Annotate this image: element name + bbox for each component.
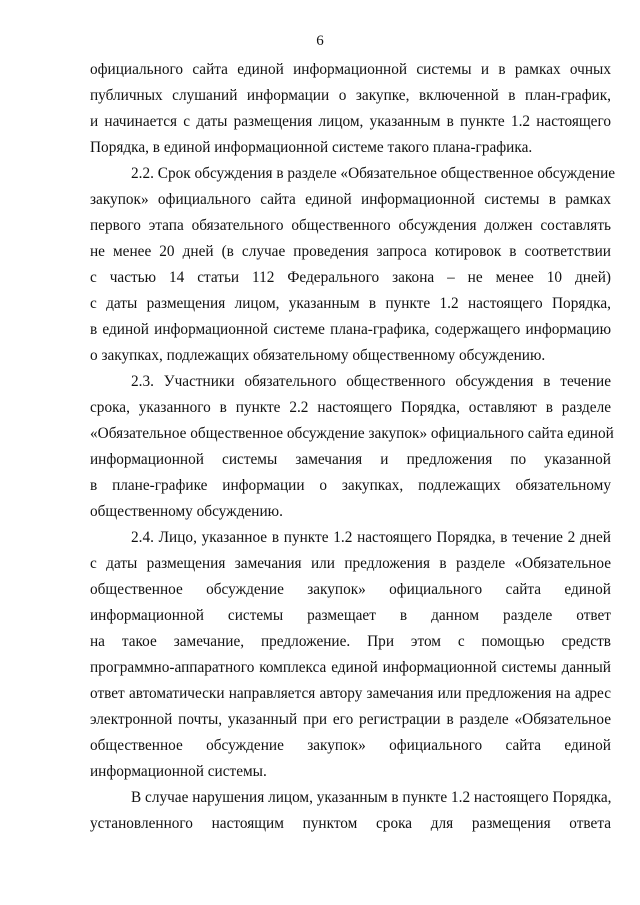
text-line: в плане-графике информации о закупках, подлежащих обязательному xyxy=(90,477,611,494)
text-line: с даты размещения лицом, указанным в пункте 1.2 настоящего Порядка, xyxy=(90,295,611,312)
text-line: В случае нарушения лицом, указанным в пункте 1.2 настоящего Порядка, xyxy=(131,789,612,806)
text-line: общественному обсуждению. xyxy=(90,503,283,520)
text-line: программно-аппаратного комплекса единой информационной системы данный xyxy=(90,659,611,676)
text-line: Порядка, в единой информационной системе такого плана-графика. xyxy=(90,139,533,156)
text-line: информационной системы замечания и предложения по указанной xyxy=(90,451,611,468)
text-line: срока, указанного в пункте 2.2 настоящего Порядка, оставляют в разделе xyxy=(90,399,611,416)
text-line: с даты размещения замечания или предложения в разделе «Обязательное xyxy=(90,555,611,572)
text-line: о закупках, подлежащих обязательному общественному обсуждению. xyxy=(90,347,546,364)
page-number: 6 xyxy=(316,33,324,49)
text-line: информационной системы размещает в данном разделе ответ xyxy=(90,607,611,624)
text-line: закупок» официального сайта единой информационной системы в рамках xyxy=(90,191,611,208)
text-line: не менее 20 дней (в случае проведения запроса котировок в соответствии xyxy=(90,243,611,260)
text-line: публичных слушаний информации о закупке, включенной в план-график, xyxy=(90,87,611,104)
text-line: электронной почты, указанный при его регистрации в разделе «Обязательное xyxy=(90,711,611,728)
text-line: ответ автоматически направляется автору замечания или предложения на адрес xyxy=(90,685,611,702)
text-line: и начинается с даты размещения лицом, указанным в пункте 1.2 настоящего xyxy=(90,113,611,130)
text-line: общественное обсуждение закупок» официального сайта единой xyxy=(90,737,611,754)
text-line: официального сайта единой информационной системы и в рамках очных xyxy=(90,61,611,78)
text-line: общественное обсуждение закупок» официального сайта единой xyxy=(90,581,611,598)
text-line: в единой информационной системе плана-графика, содержащего информацию xyxy=(90,321,611,338)
text-line: установленного настоящим пунктом срока для размещения ответа xyxy=(90,815,611,832)
text-line: «Обязательное общественное обсуждение закупок» официального сайта единой xyxy=(90,425,614,442)
text-line: 2.3. Участники обязательного общественного обсуждения в течение xyxy=(131,373,611,390)
text-line: на такое замечание, предложение. При этом с помощью средств xyxy=(90,633,611,650)
text-line: с частью 14 статьи 112 Федерального закона – не менее 10 дней) xyxy=(90,269,611,286)
text-line: информационной системы. xyxy=(90,763,267,780)
text-line: 2.4. Лицо, указанное в пункте 1.2 настоящего Порядка, в течение 2 дней xyxy=(131,529,611,546)
text-line: первого этапа обязательного общественного обсуждения должен составлять xyxy=(90,217,611,234)
text-line: 2.2. Срок обсуждения в разделе «Обязательное общественное обсуждение xyxy=(131,165,616,182)
